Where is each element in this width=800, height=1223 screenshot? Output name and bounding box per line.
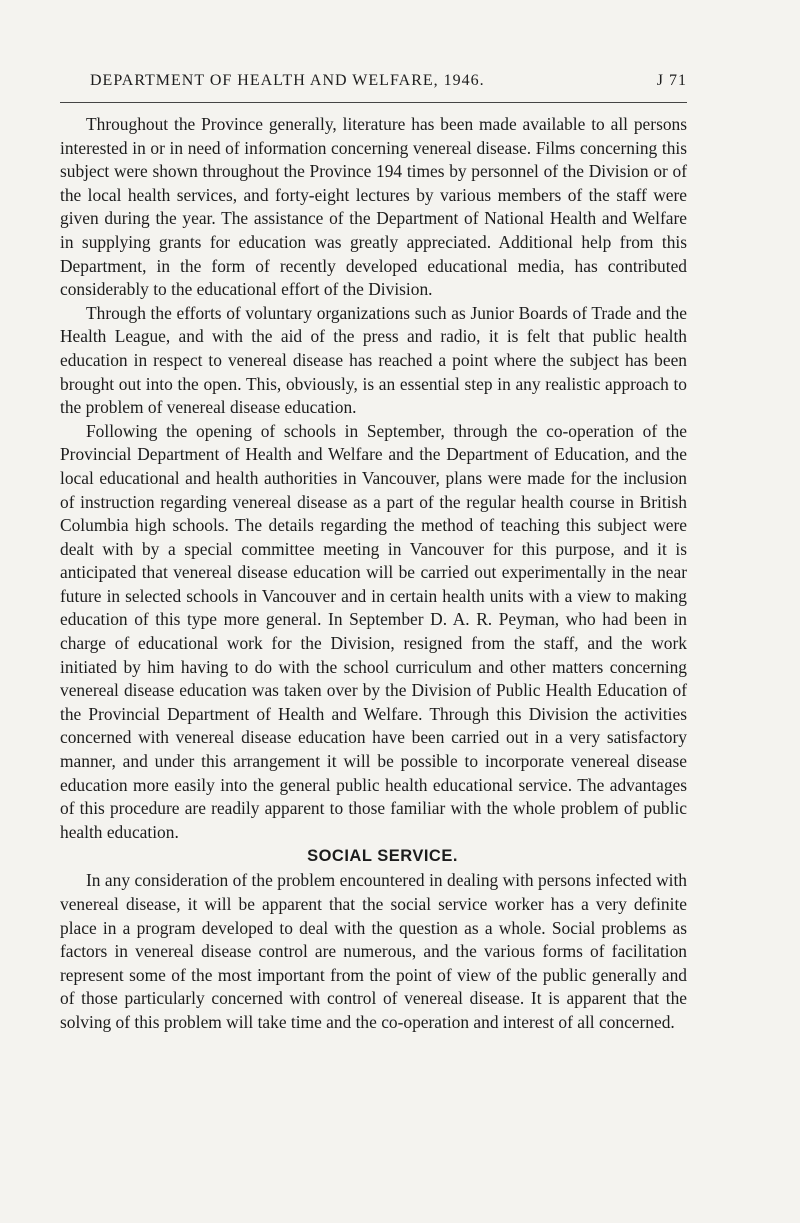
section-heading-social-service: SOCIAL SERVICE. (307, 847, 458, 866)
paragraph-social-service: In any consideration of the problem encountered in dealing with persons infected with venereal disease, it will be apparent that the social service worker has a very definite place in a program developed to deal with the question as a whole. Social problems as factors in venereal disease control are numerous, and the various forms of facilitation represent some of the most important from the point of view of the public generally and of those particularly concerned with control of venereal disease. It is apparent that the solving of this problem will take time and the co-operation and interest of all concerned. (60, 870, 687, 1032)
header-title: DEPARTMENT OF HEALTH AND WELFARE, 1946. (90, 72, 485, 89)
paragraph-literature: Throughout the Province generally, literature has been made available to all persons interested in or in need of information concerning venereal disease. Films concerning this subject were shown throughout the Province 194 times by personnel of the Division or of the local health services, and forty-eight lectures by various members of the staff were given during the year. The assistance of the Department of National Health and Welfare in supplying grants for education was greatly appreciated. Additional help from this Department, in the form of recently developed educational media, has contributed considerably to the educational effort of the Division. (60, 114, 687, 300)
paragraph-schools: Following the opening of schools in September, through the co-operation of the Provincial Department of Health and Welfare and the Department of Education, and the local educational and health authorities in Vancouver, plans were made for the inclusion of instruction regarding venereal disease as a part of the regular health course in British Columbia high schools. The details regarding the method of teaching this subject were dealt with by a special committee meeting in Vancouver for this purpose, and it is anticipated that venereal disease education will be carried out experimentally in the near future in selected schools in Vancouver and in certain health units with a view to making education of this type more general. In September D. A. R. Peyman, who had been in charge of educational work for the Division, resigned from the staff, and the work initiated by him having to do with the school curriculum and other matters concerning venereal disease education was taken over by the Division of Public Health Education of the Provincial Department of Health and Welfare. Through this Division the activities concerned with venereal disease education have been carried out in a very satisfactory manner, and under this arrangement it will be possible to incorporate venereal disease education more easily into the general public health educational service. The advantages of this procedure are readily apparent to those familiar with the whole problem of public health education. (60, 420, 687, 842)
page-number: J 71 (656, 72, 687, 89)
header-rule (60, 102, 687, 103)
body-text (60, 113, 687, 1035)
running-header (60, 72, 687, 96)
paragraph-voluntary-organizations: Through the efforts of voluntary organizations such as Junior Boards of Trade and the Health League, and with the aid of the press and radio, it is felt that public health education in respect to venereal disease has reached a point where the subject has been brought out into the open. This, obviously, is an essential step in any realistic approach to the problem of venereal disease education. (60, 302, 687, 418)
